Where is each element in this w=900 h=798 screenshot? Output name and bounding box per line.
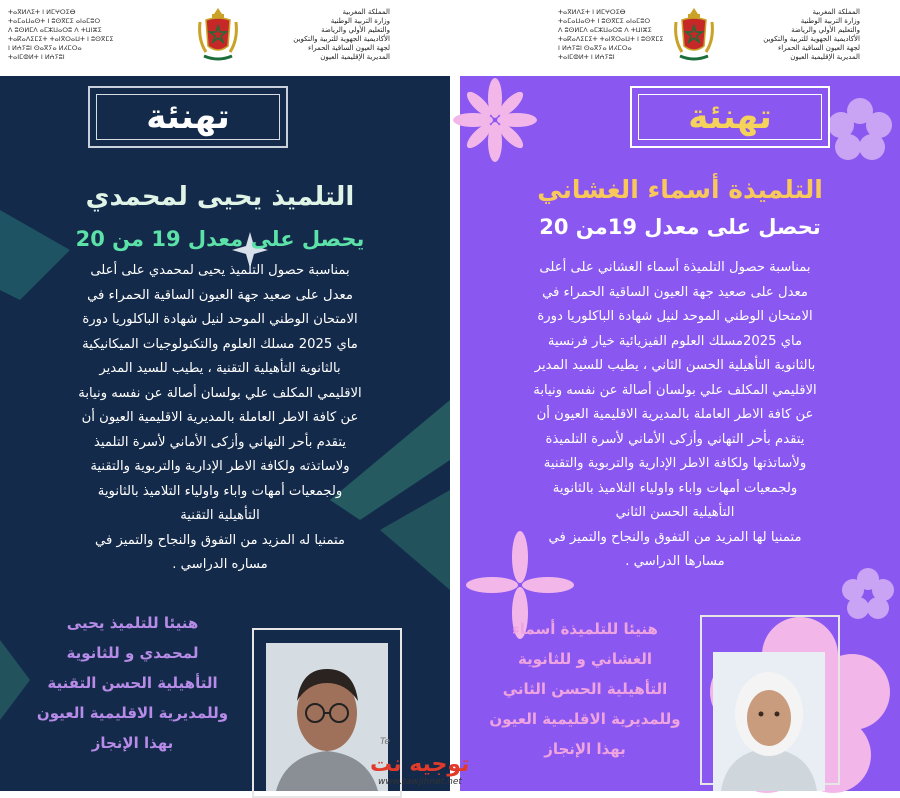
closing-congrats: هنيئا للتلميذة أسماء الغشاني و للثانوية التأهيلية الحسن الثاني وللمديرية الاقليمية العيون بهذا الإنجاز <box>489 620 681 758</box>
poster-left <box>0 0 450 791</box>
title-frame <box>630 86 830 148</box>
watermark-prefix: Te <box>380 737 390 747</box>
congratulation-message: بمناسبة حصول التلميذ يحيى لمحمدي على أعلى معدل على صعيد جهة العيون الساقية الحمراء في الامتحان الوطني الموحد لنيل شهادة الباكلوريا دورة ماي 2025 مسلك العلوم والتكنولوجيات الميكانيكية بالثانوية التأهيلية التقنية ، يطيب للسيد المدير الاقليمي المكلف علي بولسان أصالة عن نفسه ونيابة عن كافة الاطر العاملة بالمديرية الاقليمية العيون أن يتقدم بأحر التهاني وأزكى الأماني لأسرة التلميذ ولاساتذته ولكافة الاطر الإدارية والتربوية والتقنية ولجمعيات أمهات واباء واولياء التلاميذ بالثانوية التأهيلية التقنية متمنيا له المزيد من التفوق والنجاح والتميز في مساره الدراسي . <box>78 263 362 572</box>
letterhead <box>450 0 900 76</box>
watermark-logo: توجيه نت <box>370 752 470 777</box>
poster-title: تهنئة <box>146 97 230 137</box>
closing-congrats: هنيئا للتلميذ يحيى لمحمدي و للثانوية التأهيلية الحسن التقنية وللمديرية الاقليمية العيون بهذا الإنجاز <box>36 614 229 752</box>
poster-title: تهنئة <box>688 97 772 137</box>
title-frame <box>88 86 288 148</box>
letterhead-arabic: المملكة المغربية وزارة التربية الوطنية والتعليم الأولي والرياضة الأكاديمية الجهوية للتربية والتكوين لجهة العيون الساقية الحمراء المديرية الإقليمية العيون <box>293 8 390 61</box>
student-grade: يحصل على معدل 19 من 20 <box>75 227 365 251</box>
royal-emblem-icon <box>196 6 240 66</box>
watermark-url: www.tawjihnet.net <box>378 777 462 787</box>
student-grade: تحصل على معدل 19من 20 <box>539 215 821 239</box>
letterhead-tifinagh: ⵜⴰⴳⵍⴷⵉⵜ ⵏ ⵍⵎⵖⵔⵉⴱ ⵜⴰⵎⴰⵡⴰⵙⵜ ⵏ ⵓⵙⴳⵎⵉ ⴰⵏⴰⵎⵓⵔ ⴷ ⵓⵙⵍⵎⴷ ⴰⵎⵣⵡⴰⵔⵓ ⴷ ⵜⵡⵏⵣⵉ ⵜⴰⴽⴰⴷⵉⵎⵉⵜ ⵜⴰⵏⴳⵔⴰⵡⵜ ⵏ ⵓⵙⴳⵎⵉ ⵏ ⵍⵄⵢⵓⵏ ⵙⴰⴳⵢⴰ ⵍⵃⵎⵔⴰ ⵜⴰⵏⵎⵀⵍⵜ ⵏ ⵍⵄⵢⵓⵏ <box>8 8 114 61</box>
letterhead-arabic: المملكة المغربية وزارة التربية الوطنية والتعليم الأولي والرياضة الأكاديمية الجهوية للتربية والتكوين لجهة العيون الساقية الحمراء المديرية الإقليمية العيون <box>763 8 860 61</box>
congratulation-message: بمناسبة حصول التلميذة أسماء الغشاني على أعلى معدل على صعيد جهة العيون الساقية الحمراء في الامتحان الوطني الموحد لنيل شهادة الباكلوريا دورة ماي 2025مسلك العلوم الفيزيائية خيار فرنسية بالثانوية التأهيلية الحسن الثاني ، يطيب للسيد المدير الاقليمي المكلف علي بولسان أصالة عن نفسه ونيابة عن كافة الاطر العاملة بالمديرية الاقليمية العيون أن يتقدم بأحر التهاني وأزكى الأماني لأسرة التلميذة ولأساتذتها ولكافة الاطر الإدارية والتربوية والتقنية ولجمعيات أمهات واباء واولياء التلاميذ بالثانوية التأهيلية الحسن الثاني متمنيا لها المزيد من التفوق والنجاح والتميز في مسارها الدراسي . <box>533 260 817 569</box>
letterhead-tifinagh: ⵜⴰⴳⵍⴷⵉⵜ ⵏ ⵍⵎⵖⵔⵉⴱ ⵜⴰⵎⴰⵡⴰⵙⵜ ⵏ ⵓⵙⴳⵎⵉ ⴰⵏⴰⵎⵓⵔ ⴷ ⵓⵙⵍⵎⴷ ⴰⵎⵣⵡⴰⵔⵓ ⴷ ⵜⵡⵏⵣⵉ ⵜⴰⴽⴰⴷⵉⵎⵉⵜ ⵜⴰⵏⴳⵔⴰⵡⵜ ⵏ ⵓⵙⴳⵎⵉ ⵏ ⵍⵄⵢⵓⵏ ⵙⴰⴳⵢⴰ ⵍⵃⵎⵔⴰ ⵜⴰⵏⵎⵀⵍⵜ ⵏ ⵍⵄⵢⵓⵏ <box>558 8 664 61</box>
flower-icon <box>460 80 550 180</box>
letterhead <box>0 0 450 76</box>
student-name: التلميذ يحيى لمحمدي <box>85 182 355 212</box>
poster-right <box>370 0 900 791</box>
student-photo <box>713 652 825 791</box>
student-name: التلميذة أسماء الغشاني <box>537 175 823 204</box>
royal-emblem-icon <box>672 6 716 66</box>
